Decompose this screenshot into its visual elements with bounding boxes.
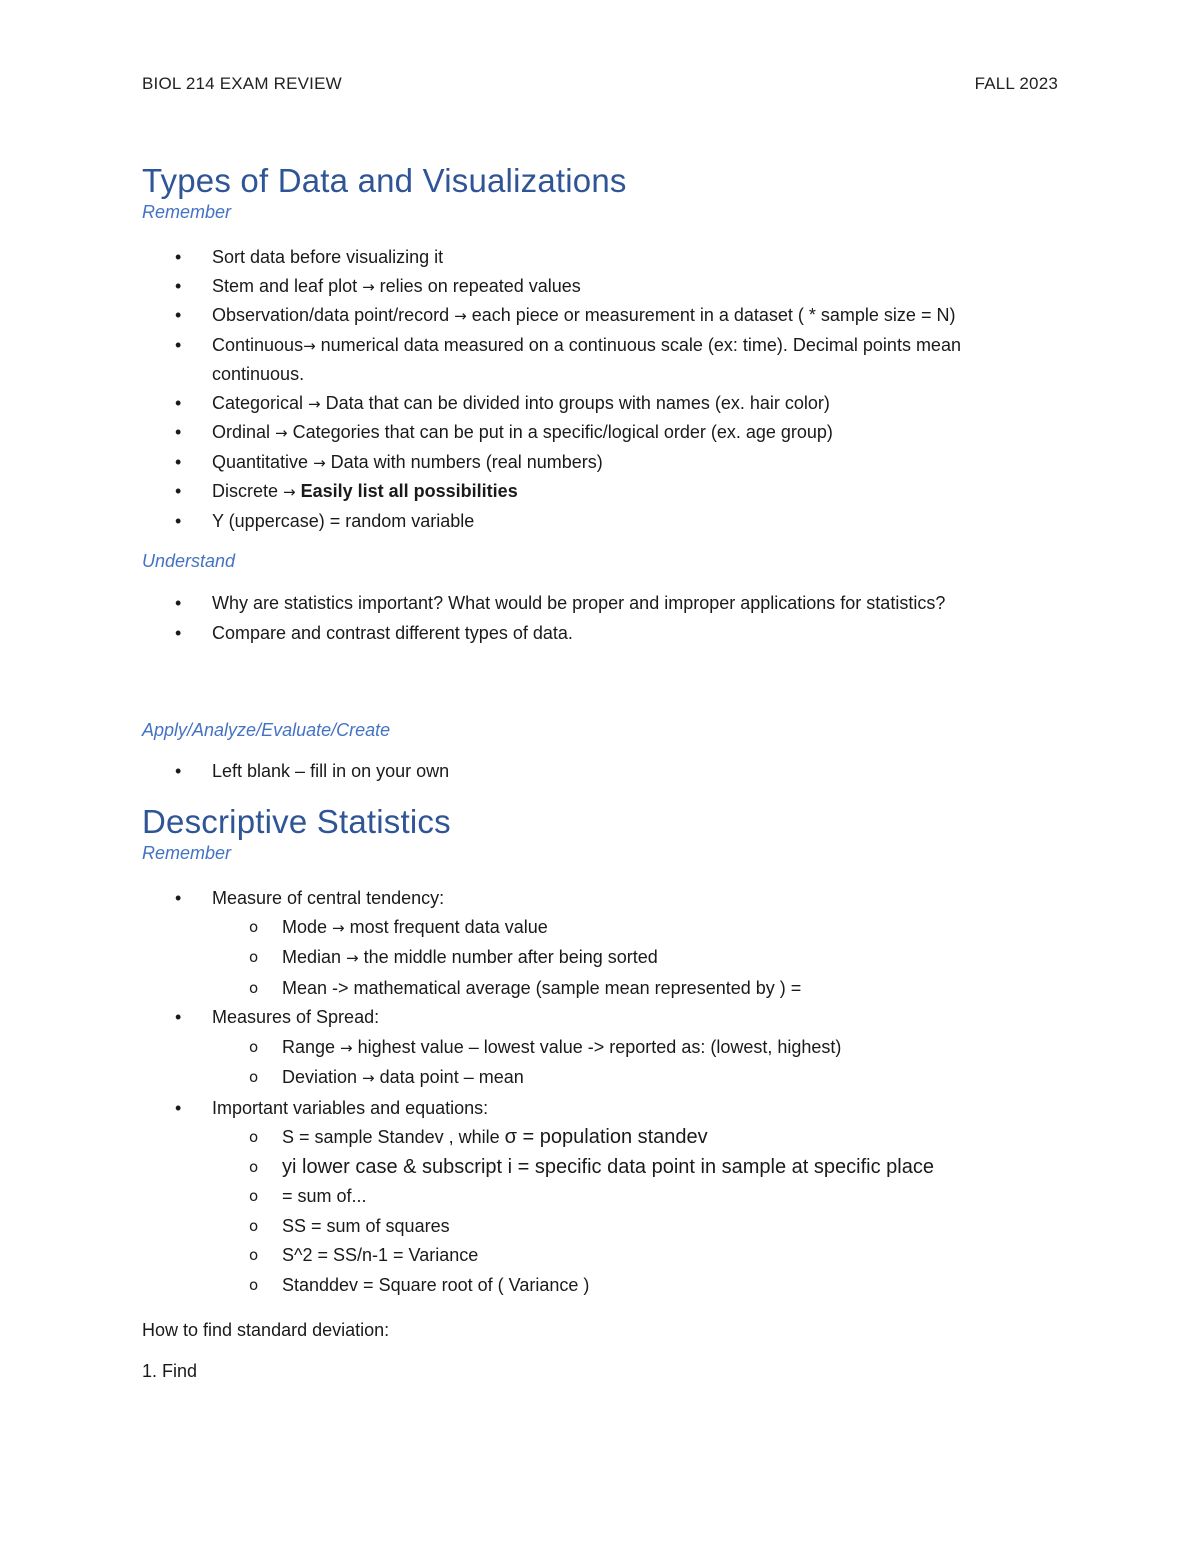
- arrow-icon: →: [275, 424, 288, 442]
- circle-bullet-icon: o: [249, 1216, 259, 1235]
- bullet-icon: •: [175, 334, 182, 355]
- sublist-item: o Mode → most frequent data value: [142, 913, 1058, 944]
- header-right: FALL 2023: [974, 74, 1058, 93]
- arrow-icon: →: [454, 307, 467, 325]
- bullet-icon: •: [175, 1097, 182, 1118]
- understand-list: [142, 588, 1058, 648]
- bullet-icon: •: [175, 623, 182, 643]
- arrow-icon: →: [346, 949, 359, 967]
- list-item: • Important variables and equations:: [142, 1094, 1058, 1124]
- circle-bullet-icon: o: [249, 1246, 259, 1264]
- circle-bullet-icon: o: [249, 1187, 259, 1205]
- list-item: • Left blank – fill in on your own: [142, 757, 1058, 786]
- bullet-icon: •: [175, 392, 182, 413]
- arrow-icon: →: [303, 336, 316, 355]
- list-item: • Observation/data point/record → each piece or measurement in a dataset ( * sample size = N): [142, 301, 1058, 331]
- remember-list: [142, 884, 1058, 913]
- bullet-icon: •: [175, 510, 182, 531]
- bullet-icon: •: [175, 247, 182, 267]
- remember-list: [142, 243, 1058, 535]
- arrow-icon: →: [362, 277, 375, 296]
- bullet-icon: •: [175, 422, 182, 442]
- sublist-item: o Deviation → data point – mean: [142, 1063, 1058, 1094]
- bullet-icon: •: [175, 481, 182, 501]
- list-item: • Categorical → Data that can be divided into groups with names (ex. hair color): [142, 389, 1058, 419]
- sublist-item: o yi lower case & subscript i = specific data point in sample at specific place: [142, 1153, 1058, 1183]
- sublist-item: o Standdev = Square root of ( Variance ): [142, 1271, 1058, 1301]
- bullet-icon: •: [175, 275, 182, 296]
- circle-bullet-icon: o: [249, 1157, 259, 1176]
- arrow-icon: →: [283, 483, 296, 501]
- remember-list: [142, 1094, 1058, 1124]
- bullet-icon: •: [175, 305, 182, 325]
- bullet-icon: •: [175, 593, 182, 613]
- step-1-text: 1. Find: [142, 1361, 198, 1381]
- list-item: • Compare and contrast different types of data.: [142, 618, 1058, 648]
- bullet-icon: •: [175, 888, 182, 908]
- arrow-icon: →: [308, 394, 321, 413]
- sublist: [142, 913, 1058, 1004]
- list-item: • Continuous→ numerical data measured on a continuous scale (ex: time). Decimal points mean continuous.: [142, 331, 1058, 389]
- section-descriptive-statistics: [142, 803, 1058, 1382]
- section-types-of-data: [142, 162, 1058, 786]
- circle-bullet-icon: o: [249, 1128, 259, 1146]
- sublist-item: o Range → highest value – lowest value -> reported as: (lowest, highest): [142, 1033, 1058, 1064]
- remember-label: Remember: [142, 843, 232, 863]
- bullet-icon: •: [175, 761, 182, 781]
- remember-list: [142, 1003, 1058, 1033]
- understand-label: Understand: [142, 551, 236, 571]
- list-item: • Stem and leaf plot → relies on repeated values: [142, 272, 1058, 302]
- section-title: Types of Data and Visualizations: [142, 162, 627, 199]
- list-item: • Ordinal → Categories that can be put in a specific/logical order (ex. age group): [142, 418, 1058, 448]
- sublist: [142, 1033, 1058, 1094]
- arrow-icon: →: [313, 453, 326, 472]
- sublist-item: o = sum of...: [142, 1182, 1058, 1212]
- remember-label: Remember: [142, 202, 232, 222]
- list-item: • Quantitative → Data with numbers (real numbers): [142, 448, 1058, 478]
- list-item: • Sort data before visualizing it: [142, 243, 1058, 272]
- section-title: Descriptive Statistics: [142, 803, 451, 840]
- sublist-item: o SS = sum of squares: [142, 1212, 1058, 1242]
- list-item: • Discrete → Easily list all possibilities: [142, 477, 1058, 507]
- sublist-item: o Median → the middle number after being sorted: [142, 943, 1058, 974]
- arrow-icon: →: [362, 1069, 375, 1087]
- circle-bullet-icon: o: [249, 1037, 259, 1056]
- list-item: • Measure of central tendency:: [142, 884, 1058, 913]
- circle-bullet-icon: o: [249, 1275, 259, 1294]
- arrow-icon: →: [340, 1038, 353, 1057]
- list-item: • Why are statistics important? What would be proper and improper applications for statistics?: [142, 588, 1058, 618]
- circle-bullet-icon: o: [249, 1068, 259, 1086]
- bullet-icon: •: [175, 1007, 182, 1027]
- sublist-item: o Mean -> mathematical average (sample mean represented by ) =: [142, 974, 1058, 1004]
- list-item: • Y (uppercase) = random variable: [142, 507, 1058, 536]
- apply-list: [142, 757, 1058, 786]
- circle-bullet-icon: o: [249, 978, 259, 997]
- list-item: • Measures of Spread:: [142, 1003, 1058, 1033]
- header-left: BIOL 214 EXAM REVIEW: [142, 74, 342, 93]
- sublist: [142, 1123, 1058, 1300]
- howto-text: How to find standard deviation:: [142, 1320, 390, 1340]
- apply-label: Apply/Analyze/Evaluate/Create: [142, 720, 391, 740]
- sublist-item: o S = sample Standev , while σ = population standev: [142, 1123, 1058, 1153]
- arrow-icon: →: [332, 918, 345, 937]
- page-header: [142, 74, 1058, 94]
- circle-bullet-icon: o: [249, 917, 259, 936]
- circle-bullet-icon: o: [249, 948, 259, 966]
- bullet-icon: •: [175, 451, 182, 472]
- sublist-item: o S^2 = SS/n-1 = Variance: [142, 1241, 1058, 1271]
